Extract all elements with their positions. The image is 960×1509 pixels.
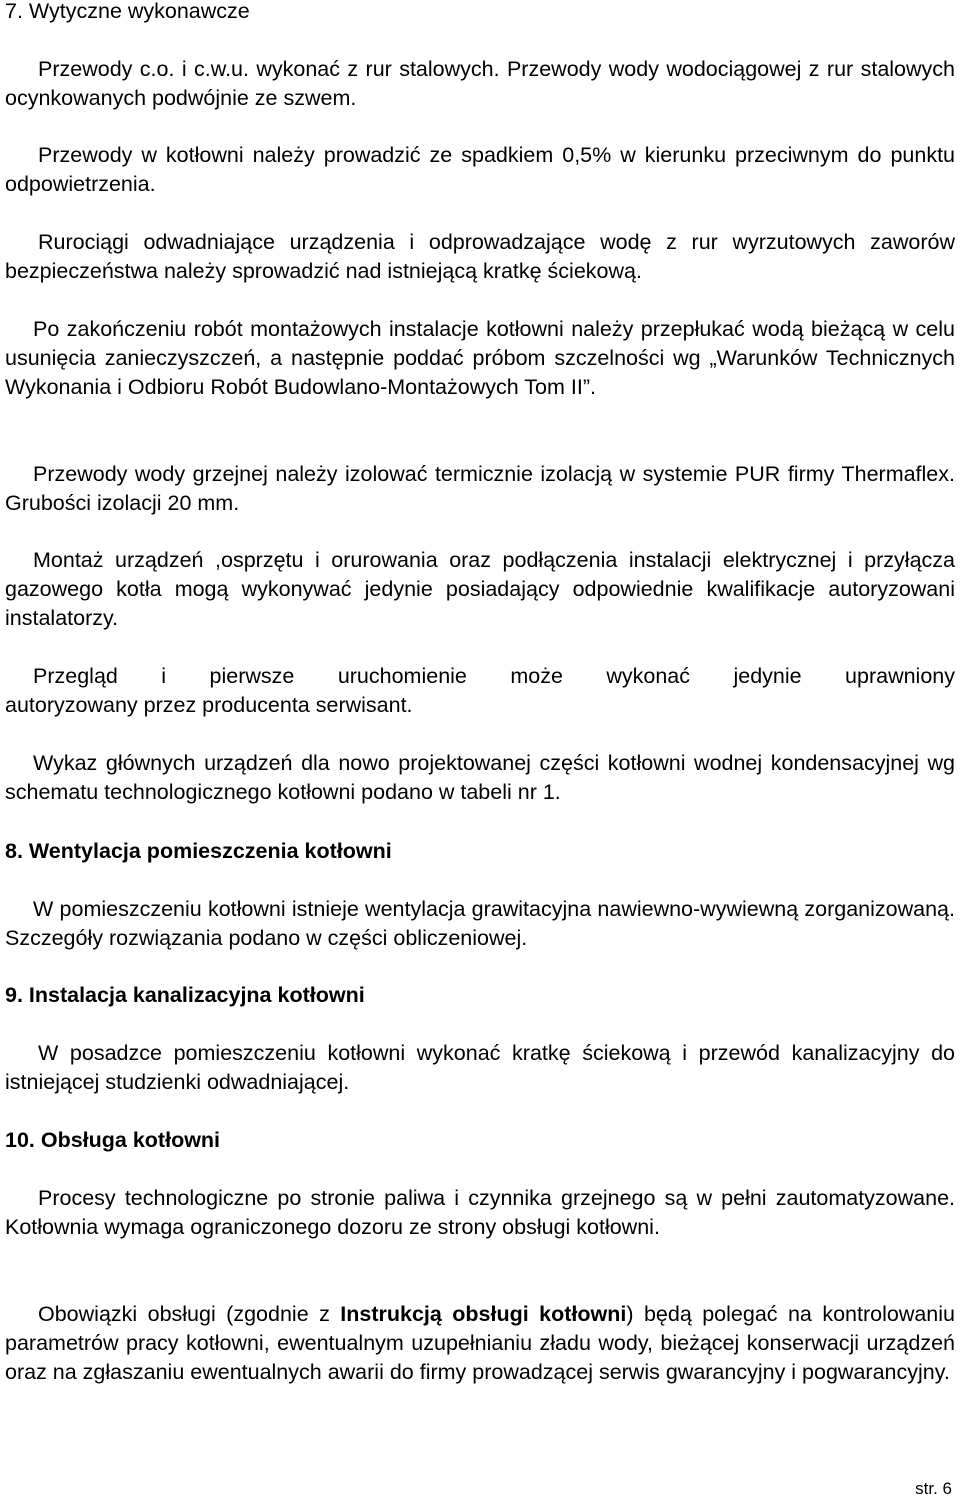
- section-7-paragraph-7: Przegląd i pierwsze uruchomienie może wykonać jedynie uprawniony autoryzowany przez producenta serwisant.: [5, 664, 955, 717]
- section-7-paragraph-3: Rurociągi odwadniające urządzenia i odprowadzające wodę z rur wyrzutowych zaworów bezpieczeństwa należy sprowadzić nad istniejącą kratkę ściekową.: [5, 230, 955, 283]
- section-10-heading: 10. Obsługa kotłowni: [5, 1128, 221, 1152]
- section-7-paragraph-8: Wykaz głównych urządzeń dla nowo projektowanej części kotłowni wodnej kondensacyjnej wg schematu technologicznego kotłowni podano w tabeli nr 1.: [5, 751, 955, 804]
- page-number: str. 6: [915, 1479, 952, 1498]
- section-8-heading: 8. Wentylacja pomieszczenia kotłowni: [5, 839, 392, 863]
- section-7-paragraph-5: Przewody wody grzejnej należy izolować termicznie izolacją w systemie PUR firmy Thermaflex. Grubości izolacji 20 mm.: [5, 462, 955, 515]
- section-7-paragraph-4: Po zakończeniu robót montażowych instalacje kotłowni należy przepłukać wodą bieżącą w celu usunięcia zanieczyszczeń, a następnie poddać próbom szczelności wg „Warunków Technicznych Wykonania i Odbioru Robót Budowlano-Montażowych Tom II”.: [5, 317, 955, 399]
- section-9-heading: 9. Instalacja kanalizacyjna kotłowni: [5, 983, 365, 1007]
- section-9-paragraph-1: W posadzce pomieszczeniu kotłowni wykonać kratkę ściekową i przewód kanalizacyjny do istniejącej studzienki odwadniającej.: [5, 1041, 955, 1094]
- section-10-paragraph-2: Obowiązki obsługi (zgodnie z Instrukcją obsługi kotłowni) będą polegać na kontrolowaniu parametrów pracy kotłowni, ewentualnym uzupełnianiu zładu wody, bieżącej konserwacji urządzeń oraz na zgłaszaniu ewentualnych awarii do firmy prowadzącej serwis gwarancyjny i pogwarancyjny.: [5, 1302, 955, 1384]
- section-7-paragraph-6: Montaż urządzeń ,osprzętu i orurowania oraz podłączenia instalacji elektrycznej i przyłącza gazowego kotła mogą wykonywać jedynie posiadający odpowiednie kwalifikacje autoryzowani instalatorzy.: [5, 548, 955, 630]
- section-10-paragraph-1: Procesy technologiczne po stronie paliwa i czynnika grzejnego są w pełni zautomatyzowane. Kotłownia wymaga ograniczonego dozoru ze strony obsługi kotłowni.: [5, 1186, 955, 1239]
- section-7-heading: 7. Wytyczne wykonawcze: [5, 0, 250, 23]
- section-7-paragraph-2: Przewody w kotłowni należy prowadzić ze spadkiem 0,5% w kierunku przeciwnym do punktu odpowietrzenia.: [5, 143, 955, 196]
- section-7-paragraph-1: Przewody c.o. i c.w.u. wykonać z rur stalowych. Przewody wody wodociągowej z rur stalowych ocynkowanych podwójnie ze szwem.: [5, 57, 955, 110]
- instruction-reference: Instrukcją obsługi kotłowni: [340, 1302, 627, 1326]
- section-8-paragraph-1: W pomieszczeniu kotłowni istnieje wentylacja grawitacyjna nawiewno-wywiewną zorganizowaną. Szczegóły rozwiązania podano w części obliczeniowej.: [5, 897, 955, 950]
